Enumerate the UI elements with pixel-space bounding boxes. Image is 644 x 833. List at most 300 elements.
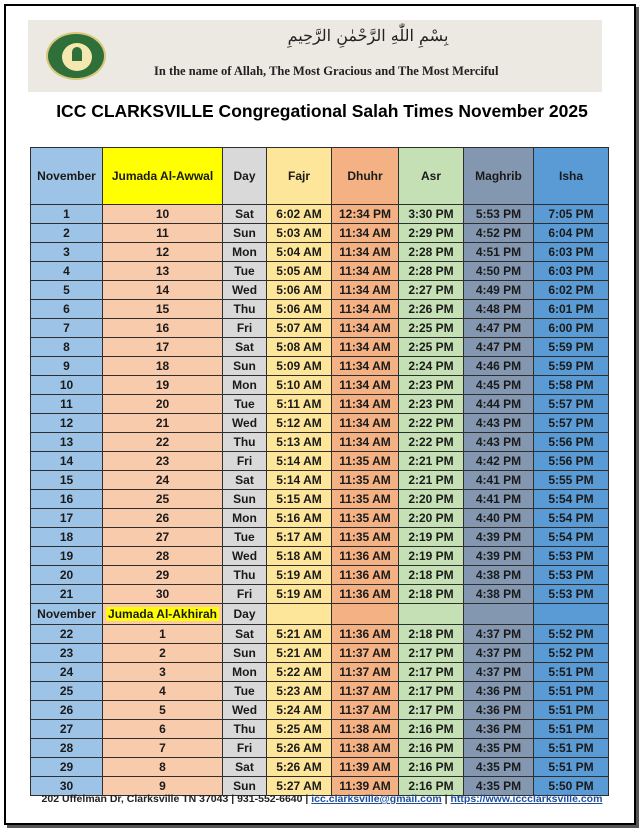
cell-day: Wed [223, 414, 267, 433]
cell-isha: 6:03 PM [534, 262, 609, 281]
cell-isha: 5:52 PM [534, 625, 609, 644]
footer-email-link[interactable]: icc.clarksville@gmail.com [311, 793, 442, 805]
table-row [31, 547, 609, 566]
table-row [31, 357, 609, 376]
cell-day: Thu [223, 433, 267, 452]
cell-hijri: 14 [103, 281, 223, 300]
footer-separator: | [441, 793, 451, 805]
cell-date: 27 [31, 720, 103, 739]
cell-day: Mon [223, 509, 267, 528]
cell-isha: 5:57 PM [534, 395, 609, 414]
cell-fajr: 5:21 AM [267, 625, 332, 644]
cell-dhuhr: 11:34 AM [332, 338, 399, 357]
cell-fajr: 5:10 AM [267, 376, 332, 395]
cell-date: 30 [31, 777, 103, 796]
cell-hijri: 25 [103, 490, 223, 509]
cell-day: Sat [223, 758, 267, 777]
cell-asr: 2:22 PM [399, 414, 464, 433]
cell-isha: 5:51 PM [534, 739, 609, 758]
cell-hijri: 20 [103, 395, 223, 414]
cell-isha: 6:00 PM [534, 319, 609, 338]
cell-fajr: 5:05 AM [267, 262, 332, 281]
table-row [31, 452, 609, 471]
cell-day: Sat [223, 471, 267, 490]
cell-day: Sun [223, 644, 267, 663]
table-row [31, 338, 609, 357]
cell-dhuhr: 11:34 AM [332, 281, 399, 300]
cell-date: 19 [31, 547, 103, 566]
cell-isha: 5:51 PM [534, 663, 609, 682]
basmala-text: بِسْمِ اللّٰهِ الرَّحْمٰنِ الرَّحِيمِ [287, 26, 449, 45]
cell-date: 24 [31, 663, 103, 682]
cell-maghrib: 4:51 PM [464, 243, 534, 262]
cell-day: Fri [223, 585, 267, 604]
cell-hijri: 24 [103, 471, 223, 490]
cell-date: 16 [31, 490, 103, 509]
cell-asr: 2:27 PM [399, 281, 464, 300]
cell-day: Fri [223, 319, 267, 338]
cell-fajr: 5:14 AM [267, 452, 332, 471]
header-fajr: Fajr [267, 148, 332, 205]
cell-fajr: 5:12 AM [267, 414, 332, 433]
cell-dhuhr: 12:34 PM [332, 205, 399, 224]
cell-day: Sun [223, 357, 267, 376]
cell-asr: 2:16 PM [399, 777, 464, 796]
table-row [31, 701, 609, 720]
cell-date: 15 [31, 471, 103, 490]
table-row [31, 682, 609, 701]
cell-isha: 5:53 PM [534, 547, 609, 566]
cell-asr: 2:23 PM [399, 376, 464, 395]
cell-hijri: 30 [103, 585, 223, 604]
cell-fajr: 5:06 AM [267, 300, 332, 319]
cell-date: 11 [31, 395, 103, 414]
table-row [31, 319, 609, 338]
cell-dhuhr: 11:37 AM [332, 701, 399, 720]
cell-day: Thu [223, 720, 267, 739]
cell-maghrib: 4:45 PM [464, 376, 534, 395]
header-hijri-month: Jumada Al-Awwal [103, 148, 223, 205]
cell-dhuhr: 11:39 AM [332, 777, 399, 796]
table-row [31, 585, 609, 604]
cell-isha: 5:53 PM [534, 585, 609, 604]
salah-times-table [30, 147, 609, 796]
cell-maghrib: 4:41 PM [464, 490, 534, 509]
cell-asr: 2:19 PM [399, 547, 464, 566]
header-isha: Isha [534, 148, 609, 205]
header-asr: Asr [399, 148, 464, 205]
mosque-icon [61, 42, 93, 72]
cell-asr: 2:16 PM [399, 720, 464, 739]
cell-maghrib: 4:35 PM [464, 739, 534, 758]
table-row [31, 262, 609, 281]
table-header-row [31, 148, 609, 205]
cell-fajr: 5:18 AM [267, 547, 332, 566]
cell-dhuhr: 11:37 AM [332, 682, 399, 701]
cell-fajr: 5:17 AM [267, 528, 332, 547]
cell-maghrib: 4:35 PM [464, 777, 534, 796]
cell-hijri: 18 [103, 357, 223, 376]
cell-hijri: 4 [103, 682, 223, 701]
cell-maghrib: 4:40 PM [464, 509, 534, 528]
tagline-text: In the name of Allah, The Most Gracious and The Most Merciful [154, 64, 499, 78]
footer-website-link[interactable]: https://www.iccclarksville.com [450, 793, 603, 805]
table-row [31, 528, 609, 547]
cell-maghrib: 4:37 PM [464, 663, 534, 682]
table-row [31, 625, 609, 644]
cell-date: 14 [31, 452, 103, 471]
cell-hijri: 8 [103, 758, 223, 777]
cell-dhuhr: 11:34 AM [332, 243, 399, 262]
cell-isha: 5:54 PM [534, 528, 609, 547]
cell-date: 1 [31, 205, 103, 224]
cell-date: 5 [31, 281, 103, 300]
cell-fajr: 5:27 AM [267, 777, 332, 796]
section-blank-maghrib [464, 604, 534, 625]
cell-fajr: 5:24 AM [267, 701, 332, 720]
cell-isha: 5:58 PM [534, 376, 609, 395]
cell-asr: 2:29 PM [399, 224, 464, 243]
table-row [31, 509, 609, 528]
cell-day: Sat [223, 338, 267, 357]
section-month: November [31, 604, 103, 625]
table-row [31, 566, 609, 585]
section-hijri-label: Jumada Al-Akhirah [108, 607, 217, 621]
section-hijri-month [103, 604, 223, 625]
cell-asr: 2:16 PM [399, 739, 464, 758]
cell-day: Mon [223, 243, 267, 262]
cell-dhuhr: 11:35 AM [332, 471, 399, 490]
cell-asr: 2:25 PM [399, 319, 464, 338]
cell-dhuhr: 11:34 AM [332, 357, 399, 376]
page-title: ICC CLARKSVILLE Congregational Salah Times November 2025 [56, 101, 588, 121]
cell-isha: 5:59 PM [534, 338, 609, 357]
cell-day: Sun [223, 777, 267, 796]
cell-asr: 2:20 PM [399, 490, 464, 509]
cell-fajr: 5:26 AM [267, 758, 332, 777]
cell-fajr: 5:03 AM [267, 224, 332, 243]
cell-asr: 2:26 PM [399, 300, 464, 319]
cell-hijri: 9 [103, 777, 223, 796]
cell-isha: 5:55 PM [534, 471, 609, 490]
section-day: Day [223, 604, 267, 625]
cell-isha: 5:52 PM [534, 644, 609, 663]
cell-asr: 2:17 PM [399, 663, 464, 682]
cell-maghrib: 4:44 PM [464, 395, 534, 414]
table-row [31, 758, 609, 777]
table-row [31, 300, 609, 319]
cell-hijri: 2 [103, 644, 223, 663]
cell-hijri: 23 [103, 452, 223, 471]
cell-hijri: 29 [103, 566, 223, 585]
cell-day: Tue [223, 262, 267, 281]
cell-hijri: 22 [103, 433, 223, 452]
cell-hijri: 21 [103, 414, 223, 433]
cell-date: 12 [31, 414, 103, 433]
cell-isha: 6:01 PM [534, 300, 609, 319]
cell-day: Thu [223, 566, 267, 585]
cell-dhuhr: 11:37 AM [332, 644, 399, 663]
cell-day: Mon [223, 376, 267, 395]
cell-date: 25 [31, 682, 103, 701]
cell-date: 26 [31, 701, 103, 720]
cell-day: Wed [223, 701, 267, 720]
cell-hijri: 7 [103, 739, 223, 758]
cell-asr: 3:30 PM [399, 205, 464, 224]
cell-asr: 2:28 PM [399, 262, 464, 281]
cell-date: 9 [31, 357, 103, 376]
cell-dhuhr: 11:36 AM [332, 566, 399, 585]
cell-maghrib: 4:35 PM [464, 758, 534, 777]
cell-hijri: 17 [103, 338, 223, 357]
section-blank-asr [399, 604, 464, 625]
cell-hijri: 6 [103, 720, 223, 739]
cell-date: 13 [31, 433, 103, 452]
cell-asr: 2:23 PM [399, 395, 464, 414]
cell-maghrib: 4:43 PM [464, 414, 534, 433]
cell-day: Tue [223, 682, 267, 701]
cell-day: Sat [223, 625, 267, 644]
section-blank-dhuhr [332, 604, 399, 625]
cell-fajr: 5:25 AM [267, 720, 332, 739]
cell-hijri: 11 [103, 224, 223, 243]
cell-maghrib: 4:36 PM [464, 682, 534, 701]
cell-date: 4 [31, 262, 103, 281]
section-blank-isha [534, 604, 609, 625]
table-row [31, 490, 609, 509]
cell-dhuhr: 11:37 AM [332, 663, 399, 682]
section-header-row [31, 604, 609, 625]
cell-maghrib: 4:49 PM [464, 281, 534, 300]
cell-dhuhr: 11:34 AM [332, 224, 399, 243]
cell-asr: 2:21 PM [399, 471, 464, 490]
header-banner [28, 20, 602, 92]
cell-asr: 2:21 PM [399, 452, 464, 471]
cell-day: Wed [223, 547, 267, 566]
cell-dhuhr: 11:34 AM [332, 300, 399, 319]
cell-fajr: 5:06 AM [267, 281, 332, 300]
cell-fajr: 5:16 AM [267, 509, 332, 528]
cell-asr: 2:17 PM [399, 644, 464, 663]
table-row [31, 224, 609, 243]
table-row [31, 395, 609, 414]
footer-address: 202 Uffelman Dr, Clarksville TN 37043 | 931-552-6640 | [41, 793, 312, 805]
cell-dhuhr: 11:36 AM [332, 625, 399, 644]
cell-date: 2 [31, 224, 103, 243]
cell-fajr: 5:04 AM [267, 243, 332, 262]
cell-day: Thu [223, 300, 267, 319]
cell-fajr: 5:13 AM [267, 433, 332, 452]
cell-isha: 5:51 PM [534, 720, 609, 739]
cell-isha: 5:51 PM [534, 758, 609, 777]
cell-fajr: 5:22 AM [267, 663, 332, 682]
cell-maghrib: 4:42 PM [464, 452, 534, 471]
cell-dhuhr: 11:35 AM [332, 509, 399, 528]
cell-asr: 2:17 PM [399, 701, 464, 720]
cell-dhuhr: 11:38 AM [332, 739, 399, 758]
cell-date: 6 [31, 300, 103, 319]
cell-day: Tue [223, 395, 267, 414]
cell-maghrib: 4:38 PM [464, 566, 534, 585]
cell-hijri: 28 [103, 547, 223, 566]
cell-asr: 2:18 PM [399, 625, 464, 644]
cell-fajr: 5:08 AM [267, 338, 332, 357]
cell-fajr: 5:11 AM [267, 395, 332, 414]
cell-fajr: 5:07 AM [267, 319, 332, 338]
cell-date: 20 [31, 566, 103, 585]
table-row [31, 720, 609, 739]
cell-isha: 5:54 PM [534, 509, 609, 528]
cell-dhuhr: 11:34 AM [332, 414, 399, 433]
table-row [31, 739, 609, 758]
cell-maghrib: 4:37 PM [464, 644, 534, 663]
cell-fajr: 5:23 AM [267, 682, 332, 701]
cell-hijri: 10 [103, 205, 223, 224]
icc-logo [46, 32, 106, 80]
cell-date: 22 [31, 625, 103, 644]
cell-dhuhr: 11:36 AM [332, 585, 399, 604]
cell-fajr: 5:14 AM [267, 471, 332, 490]
cell-maghrib: 4:39 PM [464, 528, 534, 547]
cell-asr: 2:18 PM [399, 585, 464, 604]
cell-day: Sun [223, 490, 267, 509]
cell-asr: 2:17 PM [399, 682, 464, 701]
cell-isha: 6:02 PM [534, 281, 609, 300]
cell-dhuhr: 11:34 AM [332, 395, 399, 414]
cell-date: 10 [31, 376, 103, 395]
cell-maghrib: 4:52 PM [464, 224, 534, 243]
section-blank-fajr [267, 604, 332, 625]
cell-fajr: 5:21 AM [267, 644, 332, 663]
cell-maghrib: 4:43 PM [464, 433, 534, 452]
cell-day: Fri [223, 739, 267, 758]
cell-hijri: 5 [103, 701, 223, 720]
cell-dhuhr: 11:36 AM [332, 547, 399, 566]
cell-asr: 2:24 PM [399, 357, 464, 376]
cell-date: 18 [31, 528, 103, 547]
cell-maghrib: 4:47 PM [464, 319, 534, 338]
cell-maghrib: 5:53 PM [464, 205, 534, 224]
cell-fajr: 5:19 AM [267, 585, 332, 604]
cell-fajr: 5:09 AM [267, 357, 332, 376]
table-row [31, 281, 609, 300]
cell-asr: 2:25 PM [399, 338, 464, 357]
cell-day: Mon [223, 663, 267, 682]
cell-date: 29 [31, 758, 103, 777]
cell-date: 17 [31, 509, 103, 528]
cell-day: Tue [223, 528, 267, 547]
table-row [31, 414, 609, 433]
cell-dhuhr: 11:35 AM [332, 452, 399, 471]
table-row [31, 663, 609, 682]
cell-hijri: 26 [103, 509, 223, 528]
cell-asr: 2:18 PM [399, 566, 464, 585]
cell-maghrib: 4:36 PM [464, 720, 534, 739]
cell-isha: 7:05 PM [534, 205, 609, 224]
cell-asr: 2:20 PM [399, 509, 464, 528]
cell-date: 21 [31, 585, 103, 604]
cell-fajr: 5:19 AM [267, 566, 332, 585]
cell-dhuhr: 11:38 AM [332, 720, 399, 739]
cell-isha: 6:04 PM [534, 224, 609, 243]
cell-fajr: 5:15 AM [267, 490, 332, 509]
cell-hijri: 13 [103, 262, 223, 281]
cell-maghrib: 4:41 PM [464, 471, 534, 490]
cell-maghrib: 4:50 PM [464, 262, 534, 281]
cell-hijri: 27 [103, 528, 223, 547]
cell-asr: 2:16 PM [399, 758, 464, 777]
cell-dhuhr: 11:39 AM [332, 758, 399, 777]
cell-maghrib: 4:46 PM [464, 357, 534, 376]
cell-day: Sun [223, 224, 267, 243]
cell-maghrib: 4:39 PM [464, 547, 534, 566]
cell-isha: 5:51 PM [534, 701, 609, 720]
cell-isha: 5:59 PM [534, 357, 609, 376]
cell-fajr: 5:26 AM [267, 739, 332, 758]
cell-dhuhr: 11:35 AM [332, 490, 399, 509]
cell-maghrib: 4:37 PM [464, 625, 534, 644]
table-row [31, 243, 609, 262]
cell-dhuhr: 11:34 AM [332, 433, 399, 452]
cell-dhuhr: 11:34 AM [332, 262, 399, 281]
header-maghrib: Maghrib [464, 148, 534, 205]
table-row [31, 205, 609, 224]
header-dhuhr: Dhuhr [332, 148, 399, 205]
cell-isha: 5:56 PM [534, 433, 609, 452]
footer [0, 793, 644, 805]
cell-dhuhr: 11:34 AM [332, 376, 399, 395]
table-row [31, 376, 609, 395]
cell-asr: 2:19 PM [399, 528, 464, 547]
cell-hijri: 12 [103, 243, 223, 262]
table-row [31, 471, 609, 490]
cell-hijri: 15 [103, 300, 223, 319]
cell-day: Sat [223, 205, 267, 224]
cell-maghrib: 4:48 PM [464, 300, 534, 319]
cell-asr: 2:28 PM [399, 243, 464, 262]
cell-fajr: 6:02 AM [267, 205, 332, 224]
cell-asr: 2:22 PM [399, 433, 464, 452]
cell-hijri: 3 [103, 663, 223, 682]
cell-date: 8 [31, 338, 103, 357]
cell-isha: 5:53 PM [534, 566, 609, 585]
cell-hijri: 16 [103, 319, 223, 338]
table-row [31, 644, 609, 663]
cell-isha: 5:57 PM [534, 414, 609, 433]
cell-isha: 5:51 PM [534, 682, 609, 701]
cell-isha: 5:54 PM [534, 490, 609, 509]
cell-date: 3 [31, 243, 103, 262]
cell-date: 28 [31, 739, 103, 758]
cell-hijri: 1 [103, 625, 223, 644]
cell-dhuhr: 11:35 AM [332, 528, 399, 547]
header-day: Day [223, 148, 267, 205]
cell-dhuhr: 11:34 AM [332, 319, 399, 338]
table-row [31, 433, 609, 452]
cell-date: 23 [31, 644, 103, 663]
cell-maghrib: 4:36 PM [464, 701, 534, 720]
cell-isha: 5:50 PM [534, 777, 609, 796]
cell-isha: 5:56 PM [534, 452, 609, 471]
cell-isha: 6:03 PM [534, 243, 609, 262]
header-month: November [31, 148, 103, 205]
cell-day: Wed [223, 281, 267, 300]
cell-maghrib: 4:47 PM [464, 338, 534, 357]
cell-maghrib: 4:38 PM [464, 585, 534, 604]
cell-day: Fri [223, 452, 267, 471]
cell-date: 7 [31, 319, 103, 338]
cell-hijri: 19 [103, 376, 223, 395]
